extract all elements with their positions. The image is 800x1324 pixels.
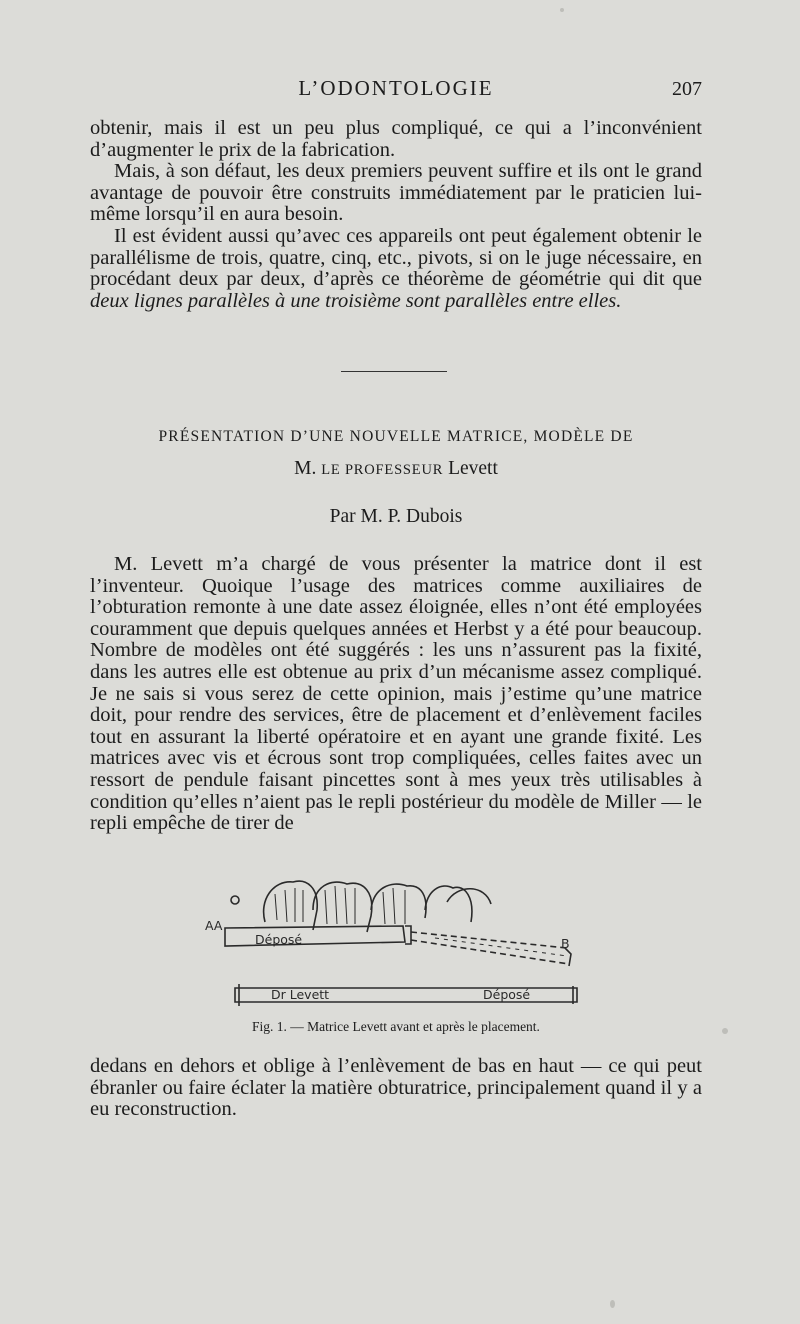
- author-prefix: Par M. P.: [329, 506, 402, 527]
- title-m: M.: [294, 458, 317, 479]
- paragraph-1: obtenir, mais il est un peu plus compliqué, ce qui a l’inconvénient d’augmenter le prix de la fabrication.: [90, 117, 702, 161]
- paragraph-2: Mais, à son défaut, les deux premiers peuvent suffire et ils ont le grand avantage de pouvoir être construits immédiatement par le praticien lui-même lorsqu’il en aura besoin.: [90, 160, 702, 226]
- label-depose-upper: Déposé: [255, 932, 303, 947]
- paragraph-3: [90, 226, 702, 312]
- label-depose-lower: Déposé: [483, 987, 531, 1002]
- section-divider: [341, 371, 447, 372]
- title-levett: Levett: [448, 458, 498, 479]
- closing-text-block: [90, 1056, 702, 1121]
- theorem-quote: deux lignes parallèles à une troisième sont parallèles entre elles.: [90, 289, 622, 312]
- running-head: [90, 76, 702, 104]
- page-number: 207: [672, 78, 702, 100]
- body-paragraph-1: M. Levett m’a chargé de vous présenter la matrice dont il est l’inventeur. Quoique l’usage des matrices comme auxiliaires de l’obturation remonte à une date assez éloignée, elles n’ont été employées couramment que depuis quelques années et Herbst y a été pour beaucoup. Nombre de modèles ont été suggérés : les uns n’assurent pas la fixité, dans les autres elle est obtenue au prix d’un mécanisme assez compliqué. Je ne sais si vous serez de cette opinion, mais j’estime qu’une matrice doit, pour rendre des services, être de placement et d’enlèvement faciles tout en assurant la liberté opératoire et en ayant une grande fixité. Les matrices avec vis et écrous sont trop compliquées, celles faites avec un ressort de pendule faisant pincettes sont à mes yeux très utilisables à condition qu’elles n’aient pas le repli postérieur du modèle de Miller — le repli empêche de tirer de: [90, 553, 702, 835]
- author-name: Dubois: [406, 506, 463, 527]
- figure-caption: Fig. 1. — Matrice Levett avant et après le placement.: [252, 1019, 540, 1034]
- section-title-line1: PRÉSENTATION D’UNE NOUVELLE MATRICE, MODÈLE DE: [158, 428, 634, 445]
- body-text-block: [90, 554, 702, 835]
- paragraph-3-text: Il est évident aussi qu’avec ces appareils ont peut également obtenir le parallélisme de trois, quatre, cinq, etc., pivots, si on le juge nécessaire, en procédant deux par deux, d’après ce théorème de géométrie qui dit que: [90, 224, 702, 291]
- journal-title: L’ODONTOLOGIE: [298, 76, 494, 100]
- title-professeur: LE PROFESSEUR: [321, 462, 444, 478]
- paper-spot: [610, 1300, 615, 1308]
- paper-spot: [560, 8, 564, 12]
- paper-spot: [722, 1028, 728, 1034]
- figure-matrice-levett: [195, 870, 615, 1018]
- body-paragraph-2: dedans en dehors et oblige à l’enlèvement de bas en haut — ce qui peut ébranler ou faire éclater la matière obturatrice, principalement quand il y a eu reconstruction.: [90, 1055, 702, 1121]
- section-title-line2: [90, 458, 702, 480]
- label-aa: AA: [205, 918, 223, 933]
- label-b: B: [561, 936, 570, 951]
- top-text-block: [90, 118, 702, 312]
- section-author: [90, 506, 702, 528]
- label-dr-levett: Dr Levett: [271, 987, 330, 1002]
